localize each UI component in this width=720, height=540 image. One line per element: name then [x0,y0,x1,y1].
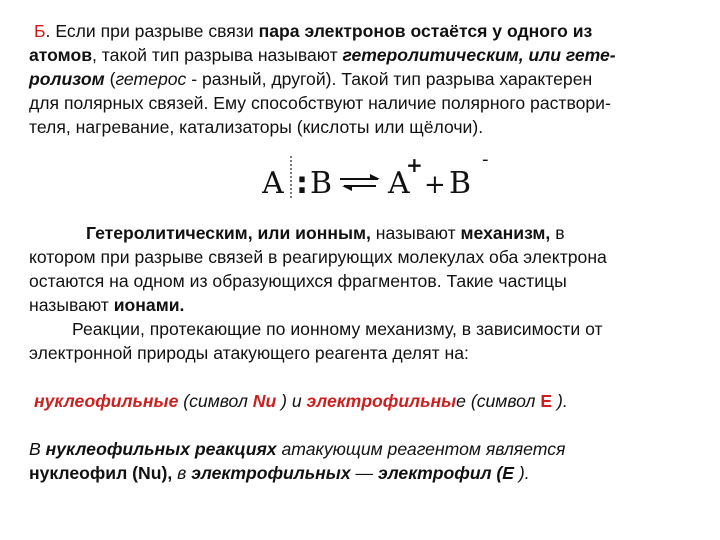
heterolysis-equation [262,150,492,200]
negative-charge: - [482,150,489,170]
reaction-types-line: нуклеофильные (символ Nu ) и электрофильные (символ Е ). [34,391,568,411]
plus-sign: + [424,170,446,200]
electron-pair: : [296,166,308,200]
atom-b: B [310,166,333,200]
cation-a: A [388,166,410,200]
p1-line-1: Б. Если при разрыве связи пара электронов остаётся у одного из [34,21,593,41]
equilibrium-arrows-icon [340,174,380,191]
positive-charge: + [406,153,423,177]
section-letter: Б [34,21,46,41]
p2-line-1: Гетеролитическим, или ионным, называют механизм, в [86,223,565,243]
p1-line-4: для полярных связей. Ему способствуют наличие полярного раствори- [29,93,611,113]
atom-a: A [262,166,284,200]
p1-line-2: атомов, такой тип разрыва называют гетеролитическим, или гете- [29,45,616,65]
p2-line-5: Реакции, протекающие по ионному механизму, в зависимости от [72,319,603,339]
p2-line-2: котором при разрыве связей в реагирующих молекулах оба электрона [29,247,607,267]
p2-line-4: называют ионами. [29,295,185,315]
anion-b: B [449,166,472,200]
p1-line-3: ролизом (гетерос - разный, другой). Такой тип разрыва характерен [29,69,593,89]
p2-line-3: остаются на одном из образующихся фрагментов. Такие частицы [29,271,567,291]
p4-line-1: В нуклеофильных реакциях атакующим реагентом является [29,439,566,459]
p2-line-6: электронной природы атакующего реагента делят на: [29,343,469,363]
p4-line-2: нуклеофил (Nu), в электрофильных — электрофил (Е ). [29,463,530,483]
p1-line-5: теля, нагревание, катализаторы (кислоты или щёлочи). [29,117,484,137]
